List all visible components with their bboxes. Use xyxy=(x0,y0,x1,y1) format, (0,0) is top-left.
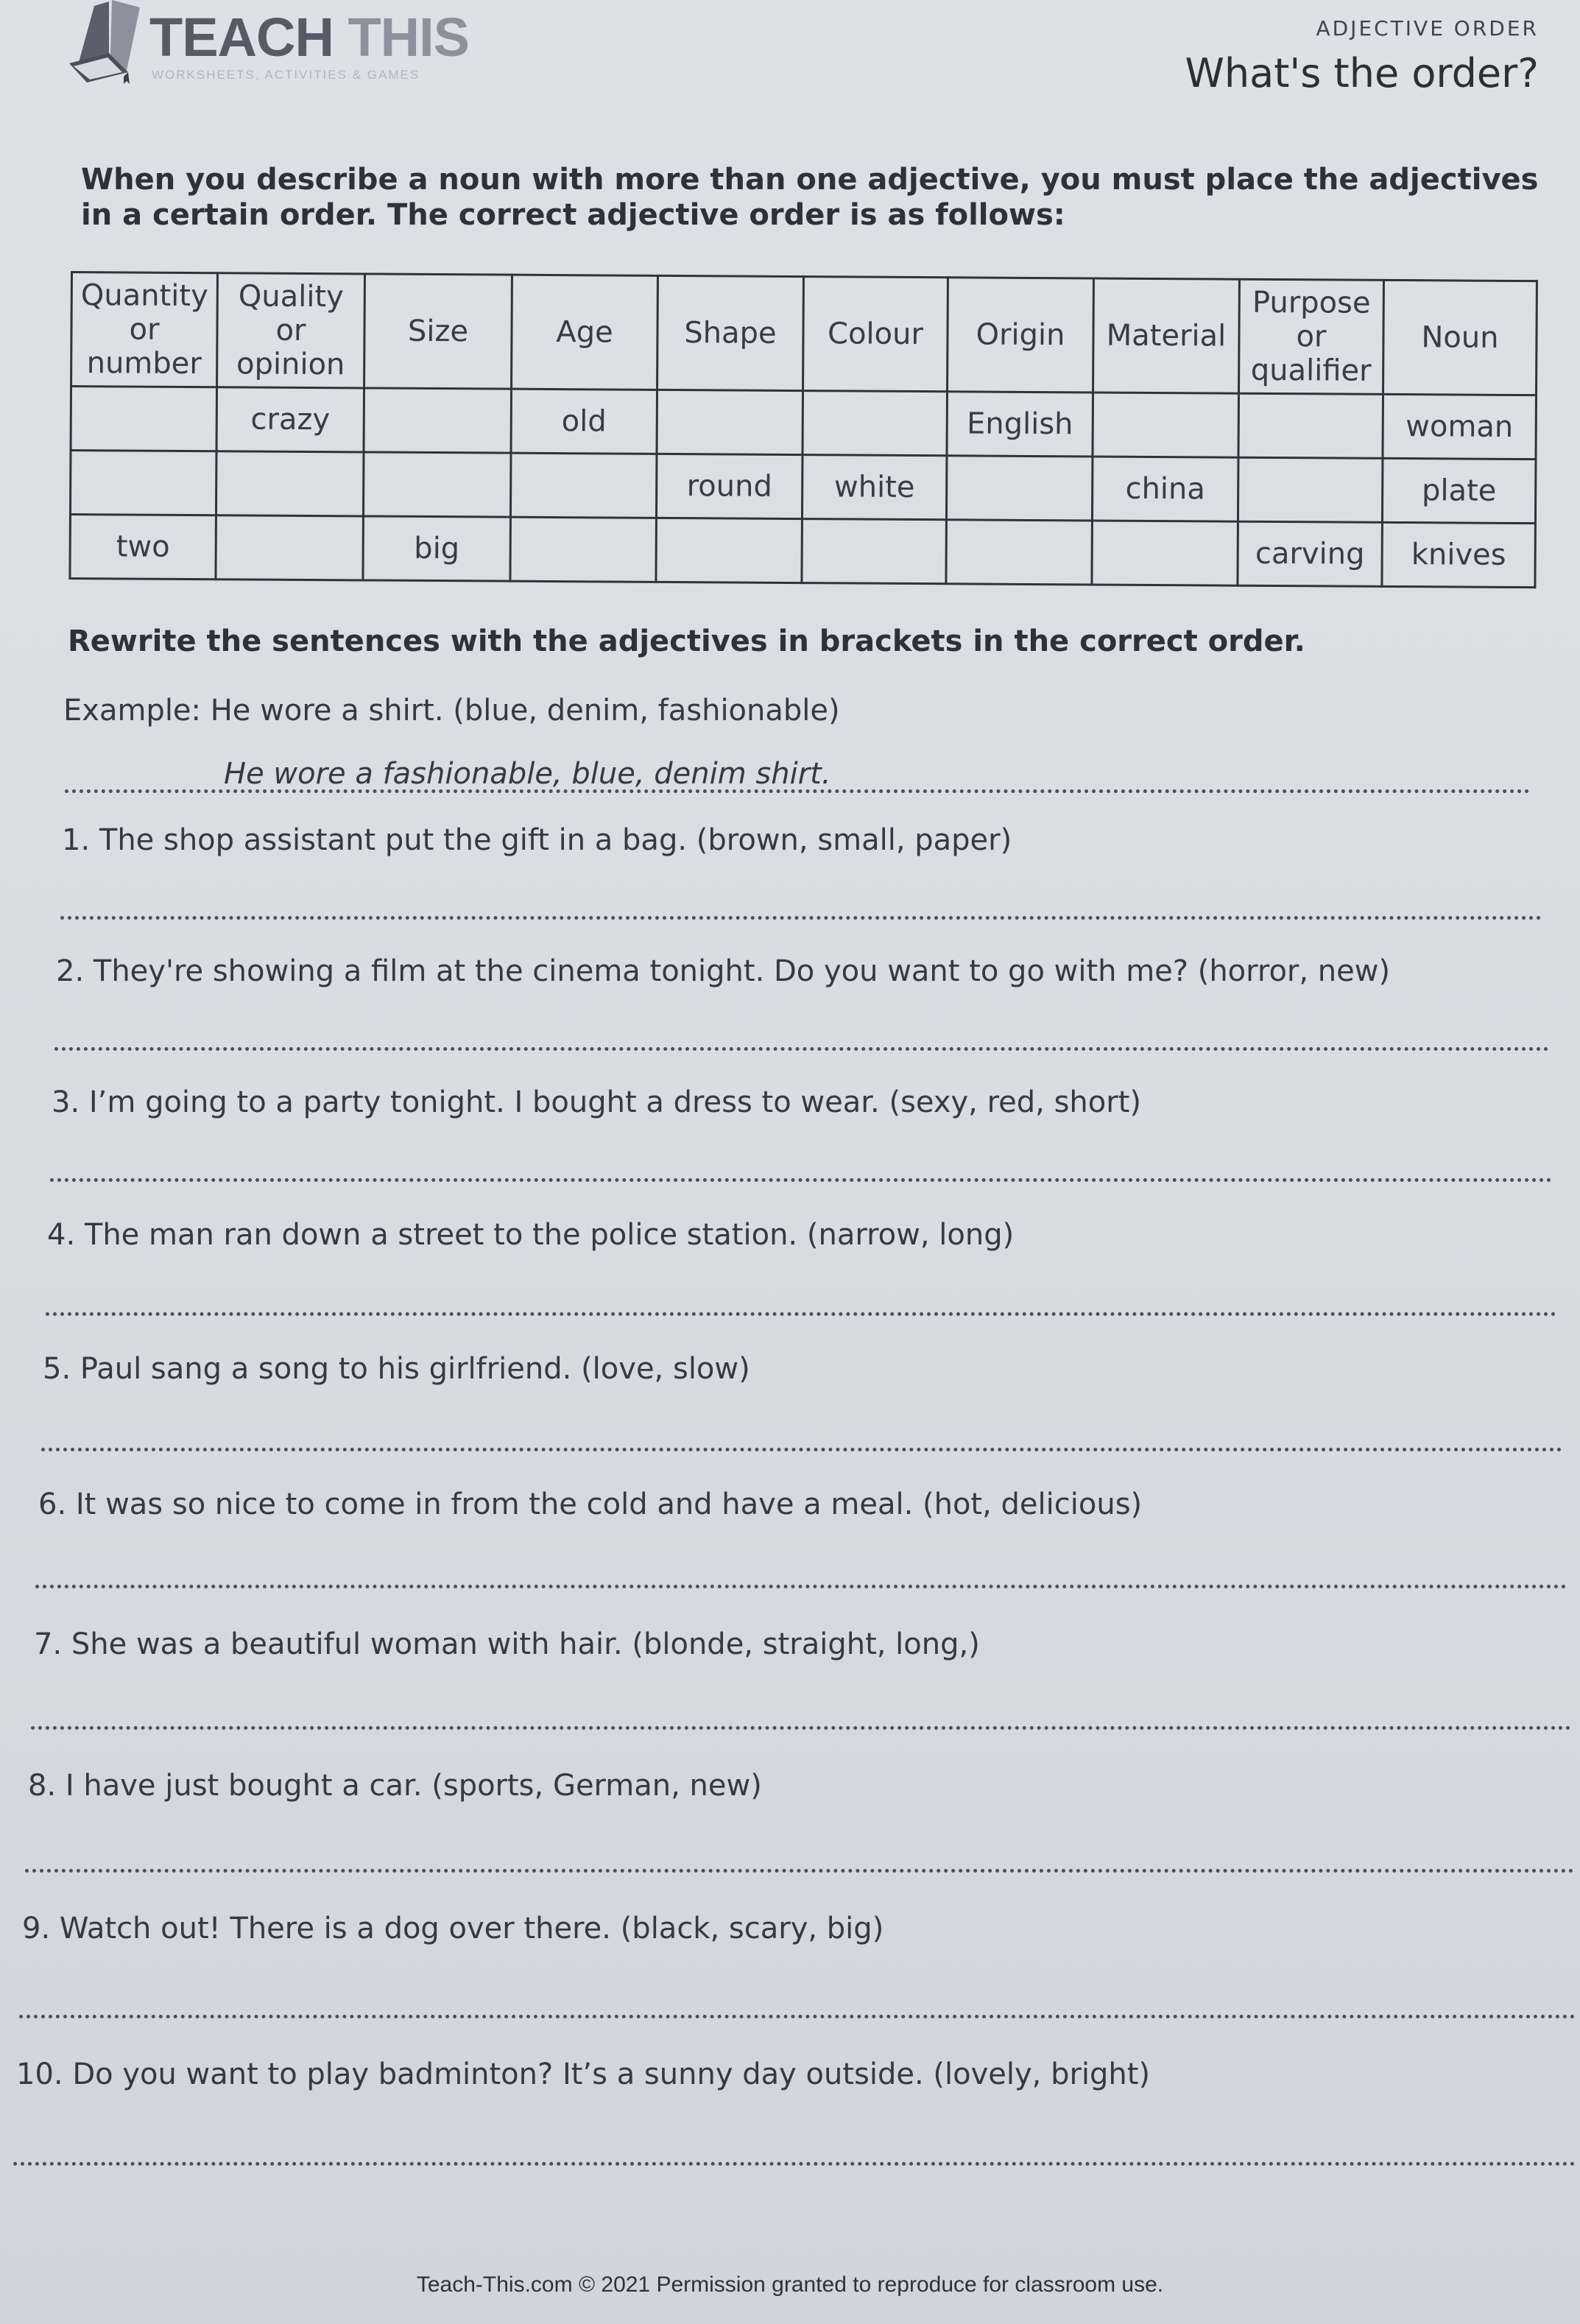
question-1: 1. The shop assistant put the gift in a bag. (brown, small, paper) xyxy=(62,823,1012,857)
question-8: 8. I have just bought a car. (sports, German, new) xyxy=(28,1769,762,1803)
answer-line-7[interactable] xyxy=(31,1726,1571,1730)
table-header-row xyxy=(71,272,1537,395)
adjective-order-table xyxy=(68,271,1538,588)
answer-line-3[interactable] xyxy=(50,1178,1552,1182)
table-cell: white xyxy=(802,455,947,520)
question-4: 4. The man ran down a street to the police station. (narrow, long) xyxy=(47,1218,1015,1252)
question-9: 9. Watch out! There is a dog over there. (black, scary, big) xyxy=(22,1912,884,1946)
book-logo-icon xyxy=(65,0,146,85)
table-cell xyxy=(1092,521,1238,585)
answer-line-4[interactable] xyxy=(46,1312,1556,1316)
table-cell xyxy=(1238,457,1383,522)
answer-line-9[interactable] xyxy=(19,2015,1576,2018)
table-cell: china xyxy=(1092,457,1238,521)
logo-teach: TEACH xyxy=(149,7,334,68)
answer-line-5[interactable] xyxy=(41,1448,1562,1451)
table-cell xyxy=(364,388,512,453)
intro-text: When you describe a noun with more than one adjective, you must place the adjectives in a certain order. The correct adjective order is as follows: xyxy=(81,163,1539,232)
header-origin: Origin xyxy=(948,278,1094,392)
table-row xyxy=(70,451,1535,524)
example-prompt: Example: He wore a shirt. (blue, denim, fashionable) xyxy=(63,694,840,728)
header-noun: Noun xyxy=(1383,280,1537,395)
table-cell: old xyxy=(511,389,657,454)
table-cell: plate xyxy=(1382,458,1536,523)
logo-this: THIS xyxy=(348,7,470,68)
question-7: 7. She was a beautiful woman with hair. (blonde, straight, long,) xyxy=(34,1627,980,1661)
answer-line-2[interactable] xyxy=(54,1047,1549,1051)
question-3: 3. I’m going to a party tonight. I bought a dress to wear. (sexy, red, short) xyxy=(52,1085,1141,1119)
table-cell xyxy=(656,518,803,582)
logo-wordmark xyxy=(149,6,469,68)
answer-line-1[interactable] xyxy=(60,916,1542,920)
header-shape: Shape xyxy=(657,275,804,390)
table-cell: English xyxy=(947,392,1093,457)
table-cell xyxy=(802,519,947,584)
header-size: Size xyxy=(364,274,512,389)
logo-tagline: WORKSHEETS, ACTIVITIES & GAMES xyxy=(152,68,420,82)
header-age: Age xyxy=(512,275,658,390)
table-cell xyxy=(946,520,1093,585)
table-cell xyxy=(510,517,657,582)
question-10: 10. Do you want to play badminton? It’s a sunny day outside. (lovely, bright) xyxy=(16,2057,1151,2091)
table-cell xyxy=(363,452,511,517)
table-cell: big xyxy=(363,516,511,581)
answer-line-10[interactable] xyxy=(13,2162,1576,2166)
header-quality: Quality or opinion xyxy=(217,273,365,388)
table-cell: two xyxy=(70,515,216,580)
answer-line-8[interactable] xyxy=(25,1869,1574,1873)
header-colour: Colour xyxy=(803,277,948,392)
page-title: What's the order? xyxy=(1185,50,1539,96)
table-row xyxy=(71,387,1536,459)
table-row xyxy=(70,515,1535,588)
table-cell xyxy=(216,451,364,516)
table-cell: knives xyxy=(1382,522,1536,587)
table-cell xyxy=(803,391,948,456)
topic-label: ADJECTIVE ORDER xyxy=(1316,16,1539,41)
teach-this-logo xyxy=(65,0,477,88)
table-cell: round xyxy=(656,454,803,518)
table-cell xyxy=(216,515,364,580)
table-cell xyxy=(946,456,1093,521)
question-6: 6. It was so nice to come in from the cold and have a meal. (hot, delicious) xyxy=(38,1487,1143,1521)
table-cell: crazy xyxy=(216,387,364,452)
table-cell xyxy=(1238,393,1383,458)
copyright-footer: Teach-This.com © 2021 Permission granted to reproduce for classroom use. xyxy=(416,2272,1164,2297)
question-5: 5. Paul sang a song to his girlfriend. (love, slow) xyxy=(43,1352,750,1386)
table-cell xyxy=(71,387,217,451)
answer-line-6[interactable] xyxy=(35,1585,1567,1588)
table-cell: woman xyxy=(1383,394,1537,459)
table-cell xyxy=(657,390,803,454)
table-cell xyxy=(1093,392,1239,457)
example-answer: He wore a fashionable, blue, denim shirt. xyxy=(224,757,831,791)
question-2: 2. They're showing a film at the cinema tonight. Do you want to go with me? (horror, new) xyxy=(56,954,1391,988)
table-cell xyxy=(510,453,657,518)
table-cell xyxy=(70,451,216,515)
header-purpose: Purpose or qualifier xyxy=(1239,279,1384,394)
instructions: Rewrite the sentences with the adjectives in brackets in the correct order. xyxy=(68,624,1305,658)
header-quantity: Quantity or number xyxy=(71,272,218,387)
table-cell: carving xyxy=(1238,521,1383,586)
header-material: Material xyxy=(1093,278,1240,393)
